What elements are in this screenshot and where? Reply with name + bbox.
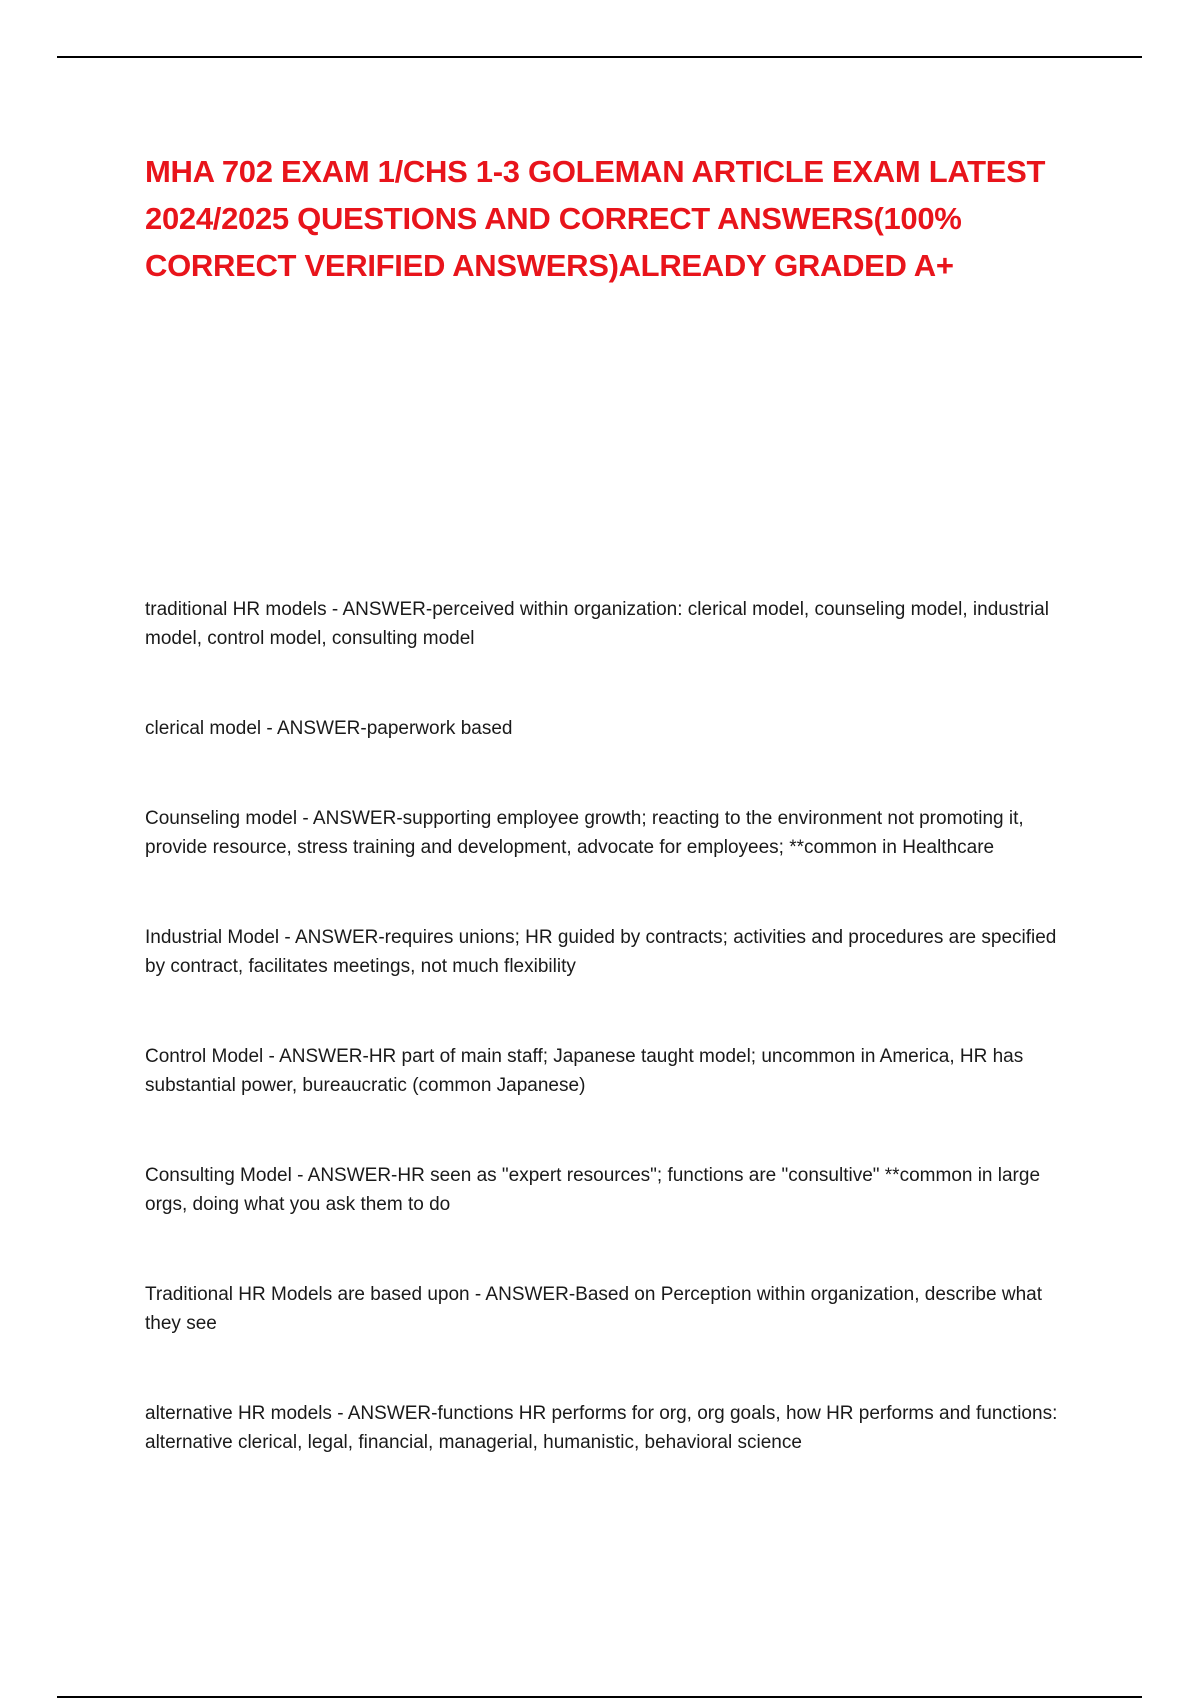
qa-item-alternative-hr-models: alternative HR models - ANSWER-functions HR performs for org, org goals, how HR performs and functions: alternative clerical, legal, financial, managerial, humanistic, behavioral science	[145, 1403, 1058, 1453]
qa-item-clerical-model: clerical model - ANSWER-paperwork based	[145, 718, 513, 739]
qa-list	[145, 595, 1075, 1518]
qa-item-counseling-model: Counseling model - ANSWER-supporting employee growth; reacting to the environment not promoting it, provide resource, stress training and development, advocate for employees; **common in Healthcare	[145, 808, 1024, 858]
qa-item-traditional-hr-models: traditional HR models - ANSWER-perceived within organization: clerical model, counseling model, industrial model, control model, consulting model	[145, 599, 1049, 649]
qa-item-control-model: Control Model - ANSWER-HR part of main staff; Japanese taught model; uncommon in America, HR has substantial power, bureaucratic (common Japanese)	[145, 1046, 1024, 1096]
document-title: MHA 702 EXAM 1/CHS 1-3 GOLEMAN ARTICLE EXAM LATEST 2024/2025 QUESTIONS AND CORRECT ANSWERS(100% CORRECT VERIFIED ANSWERS)ALREADY GRADED A+	[145, 154, 1046, 283]
qa-item-consulting-model: Consulting Model - ANSWER-HR seen as "expert resources"; functions are "consultive" **common in large orgs, doing what you ask them to do	[145, 1165, 1041, 1215]
qa-item-industrial-model: Industrial Model - ANSWER-requires unions; HR guided by contracts; activities and procedures are specified by contract, facilitates meetings, not much flexibility	[145, 927, 1057, 977]
top-rule	[57, 56, 1142, 58]
qa-item-traditional-hr-basis: Traditional HR Models are based upon - ANSWER-Based on Perception within organization, describe what they see	[145, 1284, 1042, 1334]
bottom-rule	[57, 1696, 1142, 1698]
